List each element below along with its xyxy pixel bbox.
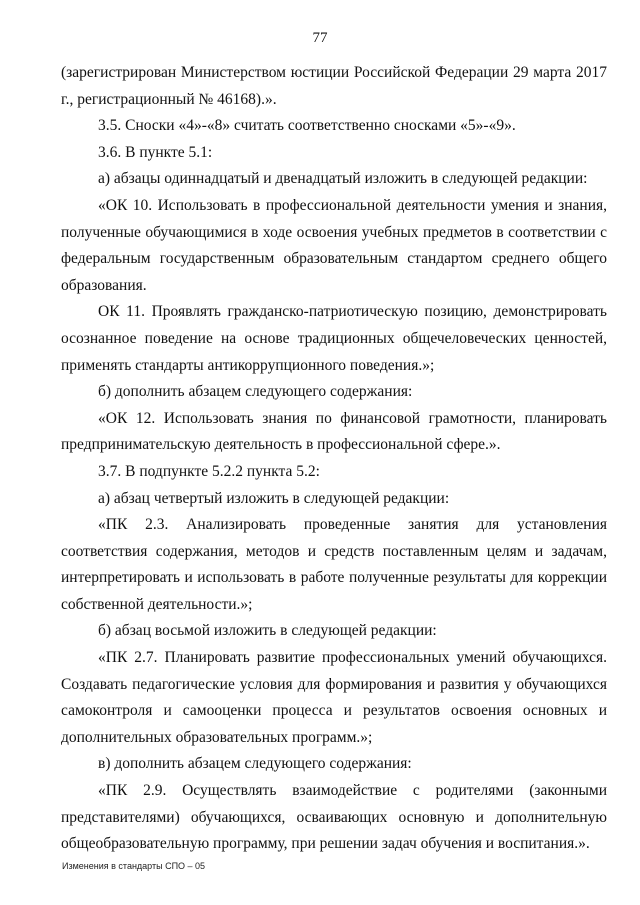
paragraph: б) дополнить абзацем следующего содержания: bbox=[98, 383, 413, 401]
paragraph: 3.5. Сноски «4»-«8» считать соответственно сносками «5»-«9». bbox=[98, 117, 516, 135]
paragraph: «ОК 10. Использовать в профессиональной деятельности умения и знания, полученные обучающимися в ходе освоения учебных предметов в соответствии с федеральным государственным образовательным стандартом среднего общего образования. bbox=[61, 196, 607, 294]
paragraph: «ПК 2.3. Анализировать проведенные занятия для установления соответствия содержания, методов и средств поставленным целям и задачам, интерпретировать и использовать в работе полученные результаты для коррекции собственной деятельности.»; bbox=[61, 516, 607, 613]
paragraph: 3.6. В пункте 5.1: bbox=[98, 143, 213, 161]
paragraph: «ПК 2.9. Осуществлять взаимодействие с родителями (законными представителями) обучающихся, осваивающих основную и дополнительную общеобразовательную программу, при решении задач обучения и воспитания.». bbox=[61, 782, 607, 853]
paragraph: «ПК 2.7. Планировать развитие профессиональных умений обучающихся. Создавать педагогические условия для формирования и развития у обучающихся самоконтроля и самооценки процесса и результатов освоения основных и дополнительных образовательных программ.»; bbox=[61, 649, 607, 746]
paragraph: б) абзац восьмой изложить в следующей редакции: bbox=[98, 622, 437, 640]
paragraph: «ОК 12. Использовать знания по финансовой грамотности, планировать предпринимательскую деятельность в профессиональной сфере.». bbox=[61, 409, 607, 454]
paragraph: (зарегистрирован Министерством юстиции Российской Федерации 29 марта 2017 г., регистрационный № 46168).». bbox=[61, 64, 607, 108]
paragraph: а) абзац четвертый изложить в следующей редакции: bbox=[98, 489, 450, 507]
document-body bbox=[61, 60, 607, 858]
page-footer: Изменения в стандарты СПО – 05 bbox=[62, 861, 206, 871]
paragraph: а) абзацы одиннадцатый и двенадцатый изложить в следующей редакции: bbox=[98, 170, 588, 188]
page-number: 77 bbox=[312, 30, 328, 46]
paragraph: ОК 11. Проявлять гражданско-патриотическую позицию, демонстрировать осознанное поведение на основе традиционных общечеловеческих ценностей, применять стандарты антикоррупционного поведения.»; bbox=[61, 303, 607, 374]
paragraph: 3.7. В подпункте 5.2.2 пункта 5.2: bbox=[98, 462, 320, 480]
paragraph: в) дополнить абзацем следующего содержания: bbox=[98, 755, 412, 773]
